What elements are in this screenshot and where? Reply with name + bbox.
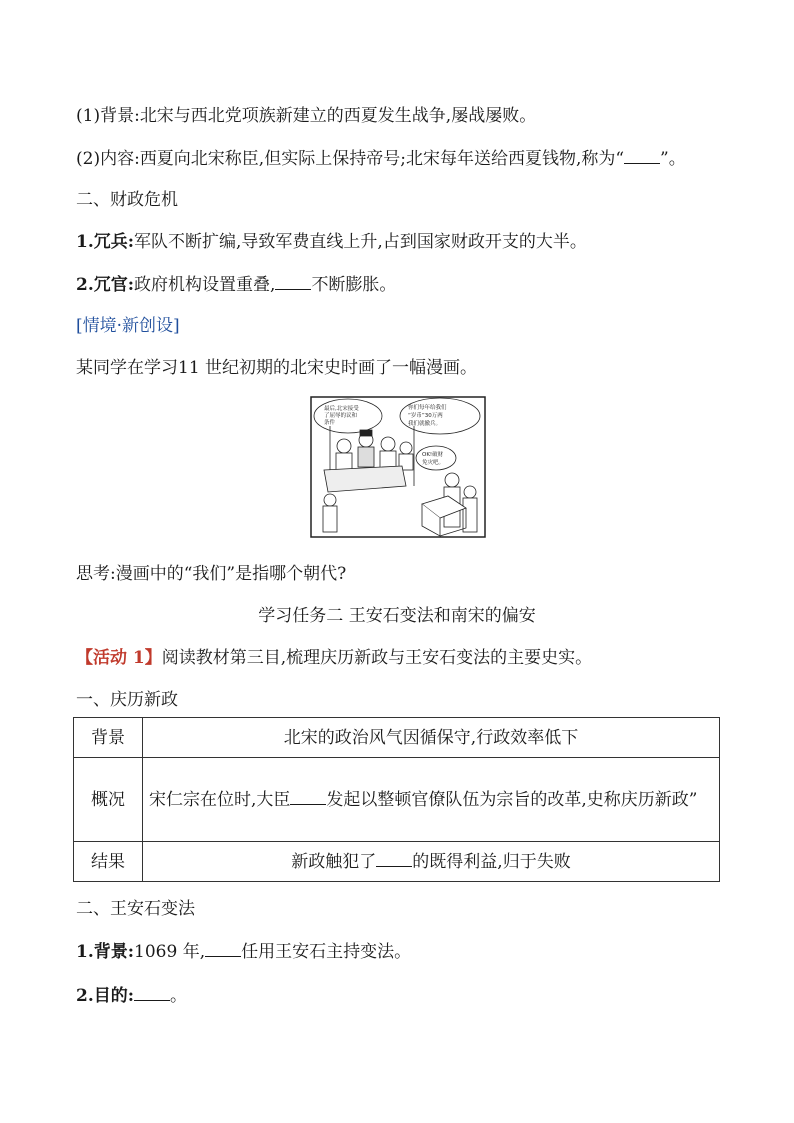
wang-background-label: 1.背景:	[76, 942, 135, 962]
wang-background-paragraph	[76, 939, 411, 964]
overview-text-after: 发起以整顿官僚队伍为宗旨的改革,史称庆历新政”	[326, 789, 698, 810]
background-label: (1)背景:	[76, 106, 140, 126]
think-question: 思考:漫画中的“我们”是指哪个朝代?	[76, 564, 347, 584]
wang-heading: 二、王安石变法	[76, 899, 195, 919]
qingli-heading: 一、庆历新政	[76, 690, 178, 710]
redundant-army-label: 1.冗兵:	[76, 232, 135, 252]
cartoon-image	[310, 396, 486, 538]
redundant-officials-text-after: 不断膨胀。	[311, 275, 397, 295]
redundant-army-paragraph	[76, 230, 587, 254]
bubble1-line3: 条件	[324, 420, 336, 426]
bubble3-line1: OK!破财	[422, 452, 444, 458]
activity-tag: 【活动 1】	[76, 648, 162, 668]
result-text-after: 的既得利益,归于失败	[412, 851, 571, 872]
fill-blank-6[interactable]	[134, 983, 170, 1001]
bubble1-line1: 最后,北宋接受	[324, 406, 359, 412]
table-row	[74, 718, 720, 758]
activity-text: 阅读教材第三目,梳理庆历新政与王安石变法的主要史实。	[161, 648, 593, 668]
bubble2-line1: 你们每年给我们	[408, 405, 447, 411]
qingli-table	[73, 717, 720, 882]
wang-purpose-label: 2.目的:	[76, 986, 135, 1006]
background-text: 北宋与西北党项族新建立的西夏发生战争,屡战屡败。	[139, 106, 537, 126]
wang-background-text-after: 任用王安石主持变法。	[241, 942, 412, 962]
content-text-after: ”。	[660, 149, 686, 169]
bubble2-line3: 我们就撤兵。	[408, 421, 442, 427]
fill-blank-1[interactable]	[624, 146, 660, 164]
wang-purpose-text-after: 。	[170, 986, 188, 1006]
activity-paragraph	[76, 646, 592, 670]
redundant-army-text: 军队不断扩编,导致军费直线上升,占到国家财政开支的大半。	[134, 232, 587, 252]
redundant-officials-text-before: 政府机构设置重叠,	[134, 275, 276, 295]
table-row	[74, 842, 720, 882]
fill-blank-4[interactable]	[376, 849, 412, 867]
content-text-before: 西夏向北宋称臣,但实际上保持帝号;北宋每年送给西夏钱物,称为“	[139, 149, 625, 169]
wang-purpose-paragraph	[76, 983, 187, 1008]
overview-text-before: 宋仁宗在位时,大臣	[149, 789, 291, 810]
row-head-overview: 概况	[74, 758, 143, 842]
row-head-background: 背景	[74, 718, 143, 758]
bubble2-line2: “岁币”30万两	[408, 413, 443, 419]
task-title: 学习任务二 王安石变法和南宋的偏安	[258, 606, 536, 626]
content-label: (2)内容:	[76, 149, 140, 169]
cartoon-intro: 某同学在学习11 世纪初期的北宋史时画了一幅漫画。	[76, 358, 478, 378]
table-row	[74, 758, 720, 842]
content-paragraph	[76, 146, 686, 171]
standing-figure-left	[323, 494, 337, 532]
fill-blank-2[interactable]	[275, 272, 311, 290]
background-paragraph	[76, 104, 536, 128]
finance-heading: 二、财政危机	[76, 190, 178, 210]
redundant-officials-label: 2.冗官:	[76, 275, 135, 295]
result-text-before: 新政触犯了	[291, 851, 377, 872]
row-head-result: 结果	[74, 842, 143, 882]
wang-background-text-before: 1069 年,	[134, 942, 206, 962]
fill-blank-5[interactable]	[205, 939, 241, 957]
bubble1-line2: 了屈辱的议和	[324, 413, 358, 419]
bubble3-line2: 免灾吧。	[422, 460, 445, 466]
row-text-overview	[143, 758, 720, 842]
row-text-background: 北宋的政治风气因循保守,行政效率低下	[143, 718, 720, 758]
fill-blank-3[interactable]	[290, 787, 326, 805]
speech-bubble-3	[416, 446, 456, 470]
context-tag: [情境·新创设]	[76, 316, 180, 336]
row-text-result	[143, 842, 720, 882]
redundant-officials-paragraph	[76, 272, 396, 297]
